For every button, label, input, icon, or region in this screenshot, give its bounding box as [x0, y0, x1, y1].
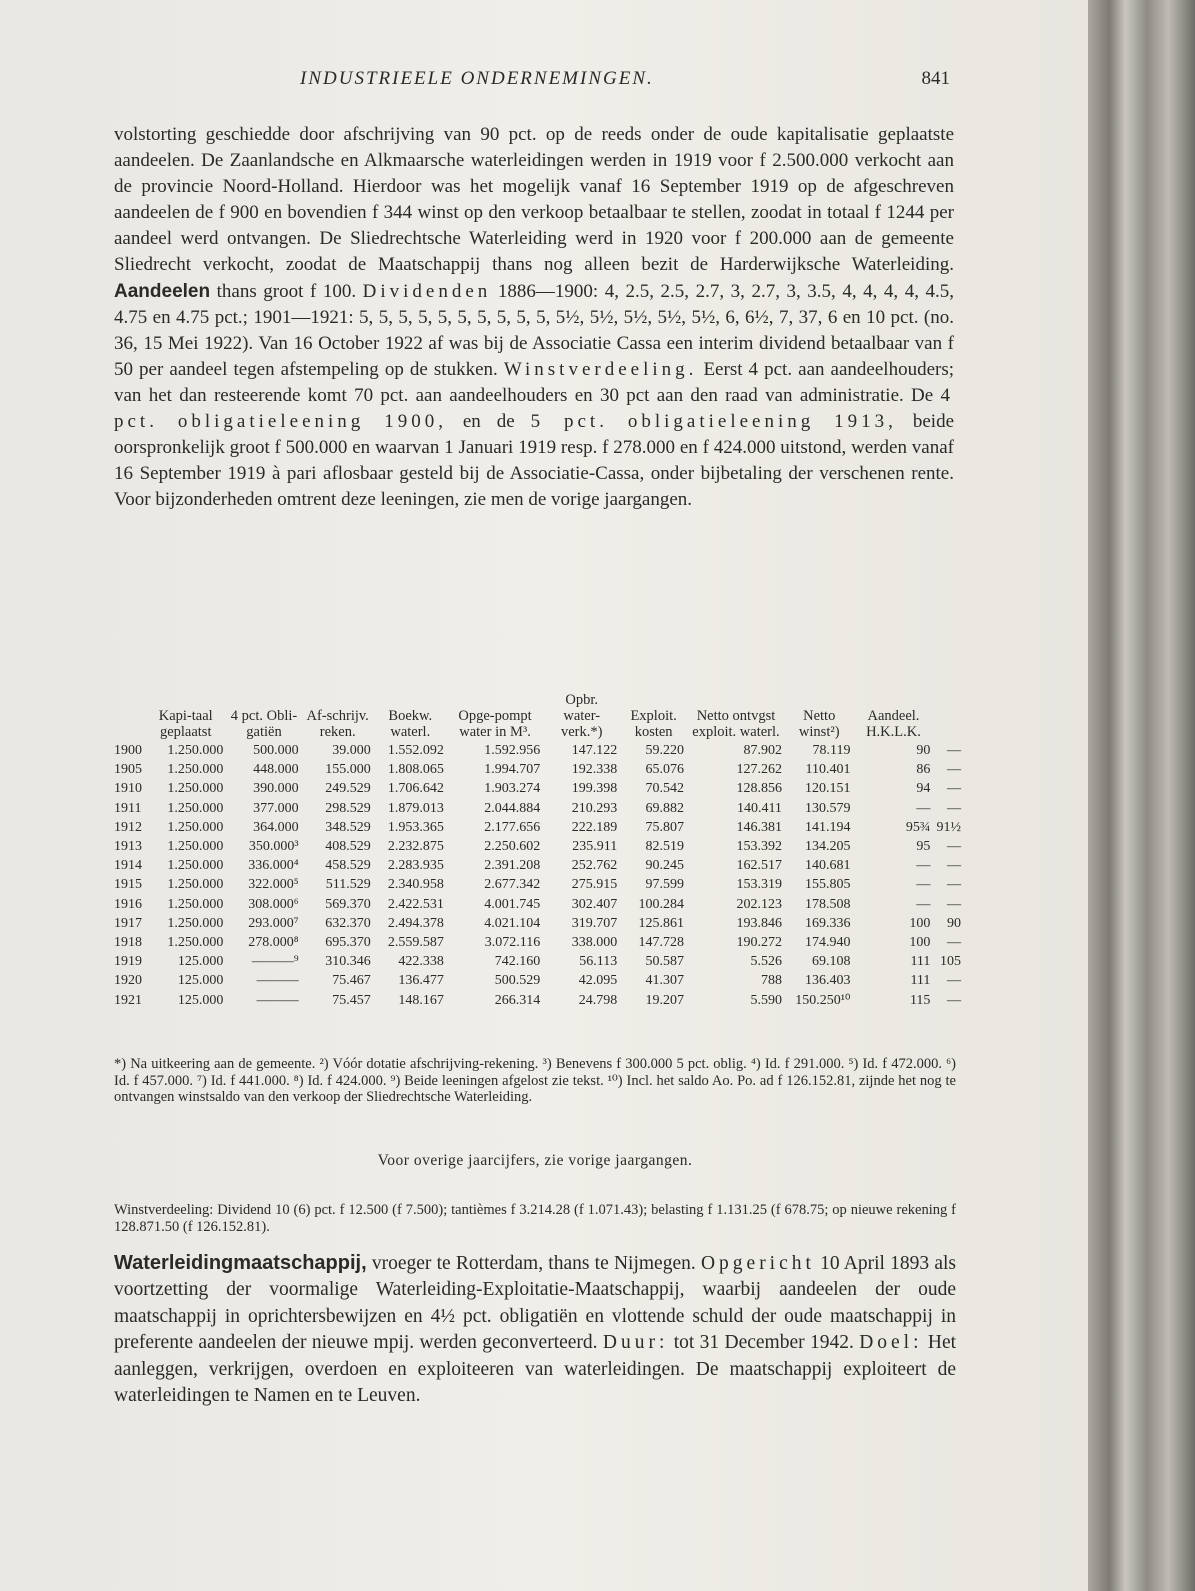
- table-cell: 105: [940, 954, 961, 970]
- table-header-cell: Netto ontvgst exploit. waterl.: [692, 708, 780, 740]
- table-cell: 86: [916, 762, 931, 778]
- table-cell: 125.000: [177, 992, 224, 1008]
- table-cell: 377.000: [253, 800, 299, 816]
- table-row: [114, 856, 964, 875]
- table-cell: 24.798: [578, 992, 618, 1008]
- table-cell: 2.494.378: [387, 915, 444, 931]
- table-row: [114, 933, 964, 952]
- table-cell: 210.293: [571, 800, 618, 816]
- table-row: [114, 914, 964, 933]
- table-cell: 1.250.000: [167, 858, 224, 874]
- table-cell: 2.677.342: [484, 877, 541, 893]
- table-year-cell: 1921: [114, 992, 142, 1008]
- table-cell: —: [916, 896, 931, 912]
- table-cell: 319.707: [571, 915, 618, 931]
- table-cell: 125.000: [177, 954, 224, 970]
- table-cell: 120.151: [805, 781, 851, 797]
- table-year-cell: 1918: [114, 935, 142, 951]
- table-header-cell: 4 pct. Obli-gatiën: [230, 708, 298, 740]
- table-cell: 141.194: [805, 819, 851, 835]
- table-cell: 115: [909, 992, 931, 1008]
- table-cell: 458.529: [325, 858, 371, 874]
- table-year-cell: 1900: [114, 743, 142, 758]
- table-cell: 100: [909, 935, 931, 951]
- intro-text-5: en de: [462, 411, 515, 433]
- table-cell: —: [947, 781, 961, 797]
- table-cell: 192.338: [571, 762, 618, 778]
- table-cell: 742.160: [494, 954, 541, 970]
- table-cell: 1.552.092: [387, 743, 444, 758]
- table-cell: 1.250.000: [167, 762, 224, 778]
- table-cell: —: [916, 877, 931, 893]
- table-cell: 69.882: [645, 800, 685, 816]
- table-cell: 75.457: [332, 992, 371, 1008]
- table-cell: 147.728: [638, 935, 685, 951]
- table-cell: 1.994.707: [484, 762, 541, 778]
- table-cell: —: [947, 743, 961, 758]
- table-cell: 65.076: [645, 762, 685, 778]
- table-cell: 222.189: [571, 819, 618, 835]
- table-cell: 308.000⁶: [248, 896, 299, 912]
- table-cell: 266.314: [494, 992, 541, 1008]
- table-cell: 448.000: [253, 762, 299, 778]
- table-row: [114, 818, 964, 837]
- table-cell: 59.220: [645, 743, 685, 758]
- table-cell: 100.284: [638, 896, 685, 912]
- table-cell: 235.911: [572, 839, 618, 855]
- table-year-cell: 1920: [114, 973, 142, 989]
- table-cell: 1.953.365: [387, 819, 444, 835]
- table-header-cell: Boekw. waterl.: [388, 708, 433, 740]
- table-cell: 136.403: [805, 973, 851, 989]
- table-cell: 41.307: [645, 973, 685, 989]
- table-header-cell: Opbr. water-verk.*): [560, 692, 603, 740]
- table-cell: 1.250.000: [167, 781, 224, 797]
- table-cell: 1.808.065: [387, 762, 444, 778]
- table-cell: 78.119: [812, 743, 851, 758]
- table-cell: 632.370: [325, 915, 371, 931]
- table-cell: 2.559.587: [387, 935, 444, 951]
- table-cell: 82.519: [645, 839, 685, 855]
- table-cell: ———: [256, 992, 299, 1008]
- table-cell: ———⁹: [251, 954, 299, 970]
- table-cell: 336.000⁴: [248, 858, 299, 874]
- table-cell: 5.590: [750, 992, 782, 1008]
- table-row: [114, 837, 964, 856]
- table-header-cell: Kapi-taal geplaatst: [158, 708, 213, 740]
- table-cell: 140.411: [736, 800, 782, 816]
- table-year-cell: 1910: [114, 781, 142, 797]
- table-header-cell: Af-schrijv. reken.: [306, 708, 369, 740]
- table-cell: 1.250.000: [167, 877, 224, 893]
- table-cell: 500.000: [253, 743, 299, 758]
- duur-heading: Duur:: [602, 1332, 669, 1354]
- table-cell: 302.407: [571, 896, 618, 912]
- table-cell: 75.467: [332, 973, 371, 989]
- intro-text-1: volstorting geschiedde door afschrijving van 90 pct. op de reeds onder de oude kapitalisatie geplaatste aandeelen. De Zaanlandsche en Alkmaarsche waterleidingen werden in 1919 voor f 2.500.000 verkocht aan de provincie Noord-Holland. Hierdoor was het mogelijk vanaf 16 September 1919 op de afgeschreven aandeelen de f 900 en bovendien f 344 winst op den verkoop betaalbaar te stellen, zoodat in totaal f 1244 per aandeel werd ontvangen. De Sliedrechtsche Waterleiding werd in 1920 voor f 200.000 aan de gemeente Sliedrecht verkocht, zoodat de Maatschappij thans nog alleen bezit de Harderwijksche Waterleiding.: [114, 124, 954, 276]
- table-cell: 2.232.875: [387, 839, 444, 855]
- table-cell: 125.861: [638, 915, 685, 931]
- table-cell: 155.000: [325, 762, 371, 778]
- table-cell: 2.177.656: [484, 819, 541, 835]
- intro-text-4: Eerst 4 pct. aan aandeelhouders; van het dan resteerende komt 70 pct. aan aandeelhouders en 30 pct aan den raad van administratie. De: [114, 358, 955, 406]
- table-cell: 111: [910, 973, 931, 989]
- company-text-4: Het aanleggen, verkrijgen, overdoen en exploiteeren van waterleidingen. De maatschappij exploiteert de waterleidingen te Namen en te Leuven.: [114, 1332, 957, 1407]
- table-cell: —: [916, 858, 931, 874]
- table-row: [114, 799, 964, 818]
- dividenden-heading: Dividenden: [362, 280, 492, 302]
- table-cell: 695.370: [325, 935, 371, 951]
- table-cell: 150.250¹⁰: [795, 992, 851, 1008]
- table-cell: 5.526: [750, 954, 782, 970]
- table-cell: —: [916, 800, 931, 816]
- table-cell: 1.250.000: [167, 743, 224, 758]
- table-year-cell: 1911: [114, 800, 142, 816]
- table-cell: 178.508: [805, 896, 851, 912]
- table-cell: 1.250.000: [167, 839, 224, 855]
- profit-distribution: Winstverdeeling: Dividend 10 (6) pct. f 12.500 (f 7.500); tantièmes f 3.214.28 (f 1.071.43); belasting f 1.131.25 (f 678.75; op nieuwe rekening f 128.871.50 (f 126.152.81).: [114, 1202, 956, 1235]
- table-cell: 148.167: [398, 992, 444, 1008]
- table-cell: 147.122: [571, 743, 618, 758]
- table-cell: 91½: [936, 819, 961, 835]
- table-cell: 338.000: [571, 935, 618, 951]
- table-year-cell: 1916: [114, 896, 142, 912]
- table-cell: 298.529: [325, 800, 371, 816]
- table-cell: 350.000³: [248, 839, 299, 855]
- financial-table-wrap: [114, 692, 964, 1010]
- table-cell: 2.250.602: [484, 839, 541, 855]
- table-cell: 310.346: [325, 954, 371, 970]
- table-cell: 94: [916, 781, 931, 797]
- table-cell: 199.398: [571, 781, 618, 797]
- table-cell: 75.807: [645, 819, 685, 835]
- obligatie-1900-heading: 4 pct. obligatieleening 1900,: [114, 384, 955, 433]
- table-cell: 146.381: [736, 819, 782, 835]
- table-cell: 1.903.274: [484, 781, 541, 797]
- table-header-cell: [114, 692, 145, 741]
- table-cell: 95: [916, 839, 931, 855]
- table-cell: 322.000⁵: [248, 877, 299, 893]
- table-cell: 134.205: [805, 839, 851, 855]
- table-cell: —: [947, 935, 961, 951]
- table-cell: 275.915: [571, 877, 618, 893]
- table-row: [114, 971, 964, 990]
- table-cell: 1.706.642: [387, 781, 444, 797]
- table-header-cell: Aandeel. H.K.L.K.: [866, 708, 921, 740]
- table-cell: 408.529: [325, 839, 371, 855]
- table-cell: —: [947, 762, 961, 778]
- table-cell: 130.579: [805, 800, 851, 816]
- table-cell: 87.902: [743, 743, 782, 758]
- opgericht-heading: Opgericht: [700, 1253, 815, 1274]
- table-cell: 95¾: [905, 819, 931, 835]
- table-row: [114, 875, 964, 894]
- table-cell: 70.542: [645, 781, 685, 797]
- table-row: [114, 779, 964, 798]
- table-row: [114, 952, 964, 971]
- table-cell: 278.000⁸: [248, 935, 299, 951]
- table-year-cell: 1912: [114, 819, 142, 835]
- table-cell: 293.000⁷: [248, 915, 299, 931]
- table-cell: 153.392: [736, 839, 782, 855]
- table-cell: 90.245: [645, 858, 685, 874]
- table-cell: 348.529: [325, 819, 371, 835]
- table-cell: 569.370: [325, 896, 371, 912]
- table-cell: 153.319: [736, 877, 782, 893]
- table-cell: 788: [760, 973, 782, 989]
- aandeelen-heading: Aandeelen: [114, 280, 211, 302]
- obligatie-1913-heading: 5 pct. obligatieleening 1913,: [530, 411, 897, 433]
- table-cell: 162.517: [736, 858, 782, 874]
- intro-text-2: thans groot f 100.: [216, 280, 357, 302]
- table-cell: 140.681: [805, 858, 851, 874]
- intro-text-3: 1886—1900: 4, 2.5, 2.5, 2.7, 3, 2.7, 3, 3.5, 4, 4, 4, 4, 4.5, 4.75 en 4.75 pct.; 1901—1921: 5, 5, 5, 5, 5, 5, 5, 5, 5, 5, 5½, 5½, 5½, 5½, 5½, 6, 6½, 7, 37, 6 en 10 pct. (no. 36, 15 Mei 1922). Van 16 October 1922 af was bij de Associatie Cassa een interim dividend betaalbaar van f 50 per aandeel tegen afstempeling op de stukken.: [114, 280, 955, 380]
- table-cell: —: [947, 839, 961, 855]
- table-cell: 50.587: [645, 954, 685, 970]
- intro-paragraph: [114, 122, 954, 513]
- table-cell: —: [947, 877, 961, 893]
- table-cell: 19.207: [645, 992, 685, 1008]
- table-header-cell: Exploit. kosten: [630, 708, 677, 740]
- table-row: [114, 991, 964, 1010]
- table-cell: 364.000: [253, 819, 299, 835]
- table-header-row: [114, 692, 964, 741]
- page-number: 841: [921, 68, 950, 89]
- table-row: [114, 741, 964, 760]
- table-cell: 110.401: [805, 762, 851, 778]
- table-cell: 1.879.013: [387, 800, 444, 816]
- table-header-cell: Netto winst²): [798, 708, 840, 740]
- table-row: [114, 760, 964, 779]
- table-cell: 39.000: [332, 743, 371, 758]
- table-cell: 111: [910, 954, 931, 970]
- table-cell: —: [947, 973, 961, 989]
- table-cell: 2.340.958: [387, 877, 444, 893]
- winstverdeeling-heading: Winstverdeeling.: [503, 358, 698, 380]
- previous-years-note: Voor overige jaarcijfers, zie vorige jaargangen.: [377, 1152, 693, 1169]
- table-cell: 42.095: [578, 973, 618, 989]
- table-cell: 97.599: [645, 877, 685, 893]
- table-cell: 4.001.745: [484, 896, 541, 912]
- table-cell: 252.762: [571, 858, 618, 874]
- table-cell: 500.529: [494, 973, 541, 989]
- table-cell: 90: [947, 915, 961, 931]
- financial-table: [114, 692, 964, 1010]
- table-cell: —: [947, 896, 961, 912]
- table-cell: 69.108: [812, 954, 851, 970]
- table-cell: —: [947, 800, 961, 816]
- running-title: INDUSTRIEELE ONDERNEMINGEN.: [300, 68, 654, 89]
- table-cell: 128.856: [736, 781, 782, 797]
- table-year-cell: 1913: [114, 839, 142, 855]
- company-text-3: tot 31 December 1942.: [673, 1332, 854, 1354]
- table-cell: 4.021.104: [484, 915, 541, 931]
- company-text-1: vroeger te Rotterdam, thans te Nijmegen.: [371, 1253, 696, 1274]
- table-cell: 2.422.531: [387, 896, 444, 912]
- table-cell: 1.250.000: [167, 935, 224, 951]
- table-year-cell: 1915: [114, 877, 142, 893]
- table-year-cell: 1917: [114, 915, 142, 931]
- table-cell: 422.338: [398, 954, 444, 970]
- table-header-cell: Opge-pompt water in M³.: [458, 708, 532, 740]
- table-row: [114, 895, 964, 914]
- book-spine: [1088, 0, 1195, 1591]
- page-header: [300, 68, 950, 102]
- table-body: [114, 741, 964, 1010]
- table-cell: 125.000: [177, 973, 224, 989]
- table-cell: 190.272: [736, 935, 782, 951]
- table-cell: 390.000: [253, 781, 299, 797]
- table-cell: 202.123: [736, 896, 782, 912]
- table-cell: —: [947, 858, 961, 874]
- table-cell: 2.283.935: [387, 858, 444, 874]
- table-cell: 169.336: [805, 915, 851, 931]
- table-header-cell: [933, 692, 964, 741]
- table-cell: 2.391.208: [484, 858, 541, 874]
- table-cell: 1.250.000: [167, 819, 224, 835]
- table-year-cell: 1914: [114, 858, 142, 874]
- table-cell: 511.529: [325, 877, 371, 893]
- table-cell: 155.805: [805, 877, 851, 893]
- table-cell: 1.250.000: [167, 915, 224, 931]
- company-text-2: 10 April 1893 als voortzetting der voormalige Waterleiding-Exploitatie-Maatschappij, waarbij aandeelen der oude maatschappij in oprichtersbewijzen en 4½ pct. obligatiën en vlottende schuld der oude maatschappij in preferente aandeelen der nieuwe mpij. werden geconverteerd.: [114, 1253, 957, 1354]
- table-footnotes: *) Na uitkeering aan de gemeente. ²) Vóór dotatie afschrijving-rekening. ³) Benevens f 300.000 5 pct. oblig. ⁴) Id. f 291.000. ⁵) Id. f 472.000. ⁶) Id. f 457.000. ⁷) Id. f 441.000. ⁸) Id. f 424.000. ⁹) Beide leeningen afgelost zie tekst. ¹⁰) Incl. het saldo Ao. Po. ad f 126.152.81, zijnde het nog te ontvangen winstsaldo van den verkoop der Sliedrechtsche Waterleiding.: [114, 1056, 956, 1105]
- table-cell: 100: [909, 915, 931, 931]
- table-cell: 2.044.884: [484, 800, 541, 816]
- table-cell: 174.940: [805, 935, 851, 951]
- table-cell: ———: [256, 973, 299, 989]
- table-cell: 249.529: [325, 781, 371, 797]
- table-cell: 1.250.000: [167, 800, 224, 816]
- company-name: Waterleidingmaatschappij,: [114, 1252, 367, 1274]
- second-company-entry: [114, 1250, 956, 1409]
- table-cell: 193.846: [736, 915, 782, 931]
- table-cell: 1.250.000: [167, 896, 224, 912]
- table-cell: 127.262: [736, 762, 782, 778]
- table-cell: 56.113: [579, 954, 618, 970]
- table-cell: —: [947, 992, 961, 1008]
- table-cell: 136.477: [398, 973, 444, 989]
- table-cell: 90: [916, 743, 931, 758]
- table-cell: 1.592.956: [484, 743, 541, 758]
- intro-text-6: beide oorspronkelijk groot f 500.000 en waarvan 1 Januari 1919 resp. f 278.000 en f 424.000 uitstond, werden vanaf 16 September 1919 à pari aflosbaar gesteld bij de Associatie-Cassa, onder bijbetaling der verschenen rente. Voor bijzonderheden omtrent deze leeningen, zie men de vorige jaargangen.: [114, 411, 955, 511]
- table-year-cell: 1905: [114, 762, 142, 778]
- table-year-cell: 1919: [114, 954, 142, 970]
- table-cell: 3.072.116: [484, 935, 541, 951]
- doel-heading: Doel:: [859, 1332, 923, 1354]
